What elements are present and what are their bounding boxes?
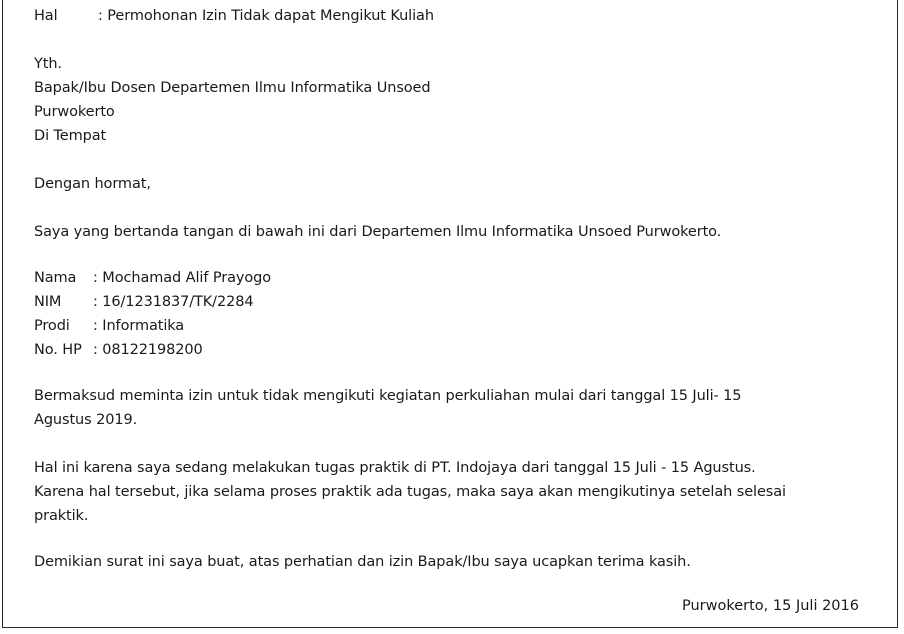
identity-row-prodi	[34, 314, 184, 338]
closing-paragraph: Demikian surat ini saya buat, atas perhatian dan izin Bapak/Ibu saya ucapkan terima kasih.	[34, 554, 691, 570]
identity-value: : 08122198200	[93, 342, 203, 358]
recipient-place: Di Tempat	[34, 128, 107, 144]
subject-line	[34, 4, 434, 28]
subject-value: : Permohonan Izin Tidak dapat Mengikut Kuliah	[98, 8, 434, 24]
recipient-salutation: Yth.	[34, 56, 62, 72]
paragraph-reason-line2: Karena hal tersebut, jika selama proses praktik ada tugas, maka saya akan mengikutinya setelah selesai	[34, 484, 786, 500]
identity-row-nim	[34, 290, 253, 314]
greeting: Dengan hormat,	[34, 176, 151, 192]
paragraph-reason-line3: praktik.	[34, 508, 89, 524]
identity-value: : Informatika	[93, 318, 185, 334]
recipient-name: Bapak/Ibu Dosen Departemen Ilmu Informatika Unsoed	[34, 80, 431, 96]
identity-value: : 16/1231837/TK/2284	[93, 294, 254, 310]
identity-label: Nama	[34, 270, 77, 286]
identity-label: Prodi	[34, 318, 70, 334]
subject-label: Hal	[34, 8, 58, 24]
identity-row-name	[34, 266, 271, 290]
place-date: Purwokerto, 15 Juli 2016	[681, 598, 859, 614]
intro-paragraph: Saya yang bertanda tangan di bawah ini dari Departemen Ilmu Informatika Unsoed Purwokerto.	[34, 224, 722, 240]
identity-row-phone	[34, 338, 203, 362]
identity-label: NIM	[34, 294, 62, 310]
identity-value: : Mochamad Alif Prayogo	[93, 270, 272, 286]
paragraph-request-line1: Bermaksud meminta izin untuk tidak mengikuti kegiatan perkuliahan mulai dari tanggal 15 Juli- 15	[34, 388, 742, 404]
paragraph-reason-line1: Hal ini karena saya sedang melakukan tugas praktik di PT. Indojaya dari tanggal 15 Juli - 15 Agustus.	[34, 460, 756, 476]
identity-label: No. HP	[34, 342, 82, 358]
paragraph-request-line2: Agustus 2019.	[34, 412, 138, 428]
recipient-city: Purwokerto	[34, 104, 115, 120]
